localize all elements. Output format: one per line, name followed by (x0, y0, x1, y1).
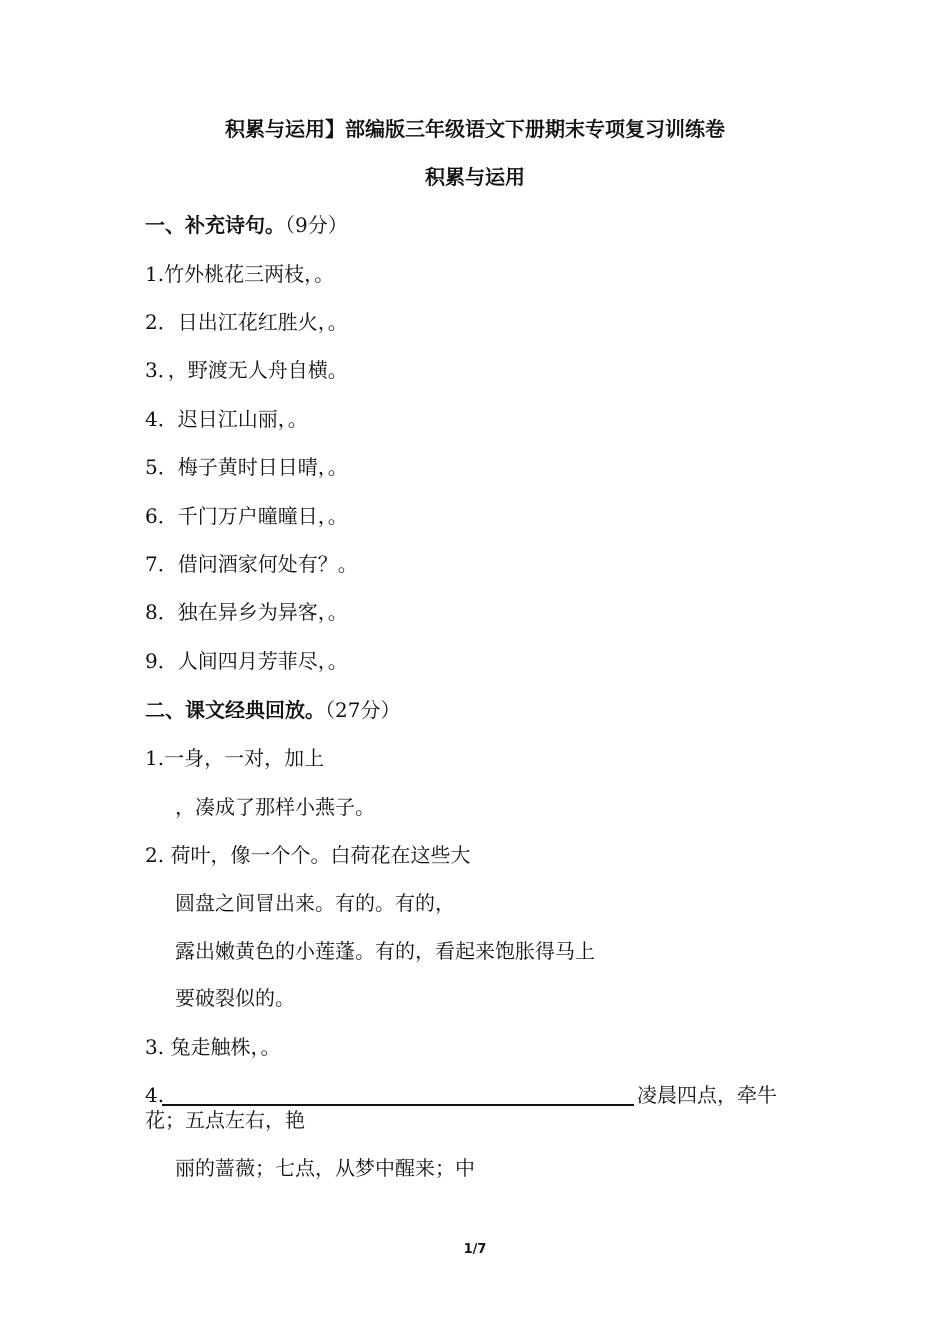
section-heading-1-points: （9分） (285, 213, 348, 237)
question-2-line-2: 圆盘之间冒出来。有的。有的， (175, 891, 455, 915)
section-heading-2 (145, 697, 400, 723)
poem-item-6: 6．千门万户曈曈日，。 (145, 504, 348, 528)
question-2-line-3: 露出嫩黄色的小莲蓬。有的，看起来饱胀得马上 (175, 939, 595, 963)
document-subtitle: 积累与运用 (425, 165, 525, 189)
question-1-line-1: 1.一身，一对，加上 (145, 746, 325, 770)
section-heading-2-points: （27分） (325, 698, 401, 722)
poem-item-5: 5．梅子黄时日日晴，。 (145, 455, 348, 479)
document-title: 积累与运用】部编版三年级语文下册期末专项复习训练卷 (225, 117, 725, 141)
poem-item-1: 1.竹外桃花三两枝，。 (145, 262, 335, 286)
section-heading-2-text: 二、课文经典回放。 (145, 698, 325, 722)
question-2-line-1: 2. 荷叶，像一个个。白荷花在这些大 (145, 843, 471, 867)
question-4-answer-blank[interactable] (162, 1104, 634, 1106)
poem-item-7: 7．借问酒家何处有？。 (145, 552, 358, 576)
page-number: 1/7 (463, 1242, 487, 1257)
question-4-line-3: 丽的蔷薇；七点，从梦中醒来；中 (175, 1156, 475, 1180)
section-heading-1 (145, 212, 348, 238)
question-2-line-4: 要破裂似的。 (175, 986, 295, 1010)
question-4-text-after-blank: 凌晨四点，牵牛 (637, 1083, 777, 1107)
poem-item-8: 8．独在异乡为异客，。 (145, 600, 348, 624)
poem-item-9: 9．人间四月芳菲尽，。 (145, 649, 348, 673)
question-4-number: 4. (145, 1083, 165, 1107)
question-1-line-2: ，凑成了那样小燕子。 (175, 795, 375, 819)
question-3: 3. 兔走触株，。 (145, 1035, 281, 1059)
poem-item-4: 4．迟日江山丽，。 (145, 407, 308, 431)
poem-item-3: 3．，野渡无人舟自横。 (145, 358, 348, 382)
question-4-line-2: 花；五点左右，艳 (145, 1108, 305, 1132)
poem-item-2: 2．日出江花红胜火，。 (145, 310, 348, 334)
section-heading-1-text: 一、补充诗句。 (145, 213, 285, 237)
